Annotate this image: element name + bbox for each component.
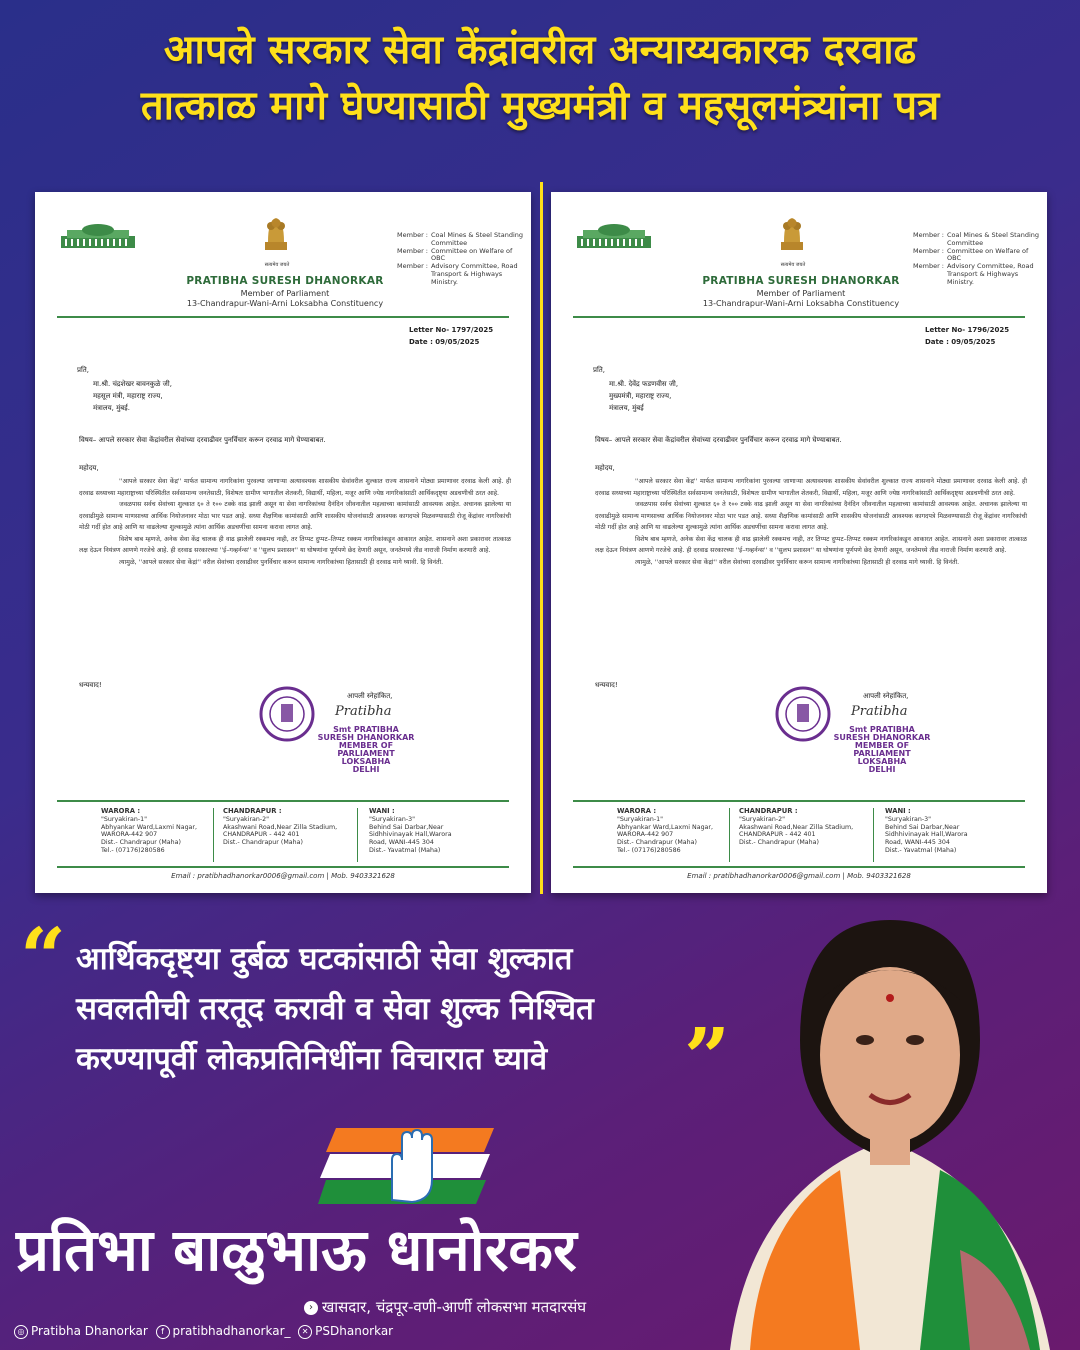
party-logo-icon	[318, 1124, 496, 1208]
recipient-address: मा.श्री. देवेंद्र फडणवीस जी, मुख्यमंत्री, महाराष्ट्र राज्य, मंत्रालय, मुंबई	[609, 380, 679, 412]
salutation: महोदय,	[595, 464, 615, 472]
footer-divider	[873, 808, 874, 862]
letterhead-rule	[573, 316, 1025, 318]
parliament-building-icon	[575, 220, 653, 252]
regards: आपली स्नेहांकित,	[863, 692, 909, 700]
letterhead-rule	[57, 316, 509, 318]
letter-body: ''आपले सरकार सेवा केंद्र'' मार्फत सामान्य नागरिकांना पुरवल्या जाणाऱ्या अत्यावश्यक शासकीय सेवांवरील शुल्कात राज्य शासनाने मोठ्या प्रमाणावर दरवाढ केली आहे. ही दरवाढ सध्याच्या महाराष्ट्राच्या परिस्थितीत सर्वसामान्य जनतेसाठी, विशेषतः ग्रामीण भागातील शेतकरी, विद्यार्थी, महिला, मजूर आणि ज्येष्ठ नागरिकांसाठी आर्थिकदृष्ट्या अडचणीची ठरत आहे. जवळपास सर्वच सेवांच्या शुल्कात ६० ते १०० टक्के वाढ झाली असून या सेवा नागरिकांच्या दैनंदिन जीवनातील महत्वाच्या कामांसाठी आवश्यक आहेत. अचानक झालेल्या या दरवाढीमुळे सामान्य माणसाच्या आर्थिक नियोजनावर मोठा भार पडत आहे. सध्या शैक्षणिक कामांसाठी आणि शासकीय योजनांसाठी आवश्यक कागदपत्रे मिळवण्यासाठी रोजू केंद्रांवर नागरिकांची मोठी गर्दी होत आहे आणि या वाढलेल्या शुल्कामुळे त्यांना आर्थिक अडचणींचा सामना करावा लागत आहे. विशेष बाब म्हणजे, अनेक सेवा केंद्र चालक ही वाढ झालेली रक्कमच नाही, तर तिप्पट दुप्पट–तिप्पट रक्कम नागरिकांकडून आकारत आहेत. शासनाने अशा प्रकारावर तात्काळ लक्ष देऊन नियंत्रण आणणे गरजेचे आहे. ही दरवाढ सरकारच्या ''ई–गव्हर्नन्स'' व ''सुलभ प्रशासन'' या घोषणांना पूर्णपणे छेद देणारी असून, जनतेमध्ये तीव्र नाराजी निर्माण करणारी आहे. त्यामुळे, ''आपले सरकार सेवा केंद्रां'' वरील सेवांच्या दरवाढीवर पुनर्विचार करून सामान्य नागरिकांच्या हितासाठी ही दरवाढ मागे घ्यावी. हि विनंती.	[595, 478, 1027, 566]
social-handles	[14, 1322, 393, 1340]
signatory-block: Smt PRATIBHA SURESH DHANORKAR MEMBER OF PARLIAMENT LOKSABHA DELHI	[317, 725, 415, 774]
parliament-building-icon	[59, 220, 137, 252]
contact-email: Email : pratibhadhanorkar0006@gmail.com | Mob. 9403321628	[687, 872, 911, 880]
footer-divider	[213, 808, 214, 862]
facebook-icon: f	[156, 1325, 170, 1339]
quote-open-mark: “	[20, 910, 67, 1004]
headline	[0, 22, 1080, 134]
warora-office: WARORA : "Suryakiran-1" Abhyankar Ward,Laxmi Nagar, WARORA-442 907 Dist.- Chandrapur (Maha) Tel.- (07176)280586	[617, 807, 714, 854]
letter-number: Letter No- 1796/2025 Date : 09/05/2025	[925, 326, 1010, 346]
footer-divider	[357, 808, 358, 862]
warora-office: WARORA : "Suryakiran-1" Abhyankar Ward,Laxmi Nagar, WARORA-442 907 Dist.- Chandrapur (Maha) Tel.- (07176)280586	[101, 807, 198, 854]
recipient-prefix: प्रति,	[77, 366, 90, 374]
designation-text: खासदार, चंद्रपूर-वणी-आर्णी लोकसभा मतदारसंघ	[322, 1298, 587, 1316]
headline-line-2: तात्काळ मागे घेण्यासाठी मुख्यमंत्री व महसूलमंत्र्यांना पत्र	[140, 83, 940, 129]
letter-subject: विषय– आपले सरकार सेवा केंद्रांवरील सेवांच्या दरवाढीवर पुनर्विचार करून दरवाढ मागे घेण्याबाबत.	[595, 436, 842, 444]
letterhead-name: PRATIBHA SURESH DHANORKAR	[186, 275, 384, 287]
emblem-motto: सत्यमेव जयते	[780, 262, 806, 268]
chevron-right-icon: ›	[304, 1301, 318, 1315]
footer-rule	[573, 800, 1025, 802]
x-icon: ✕	[298, 1325, 312, 1339]
committee-memberships: Member : Coal Mines & Steel Standing Committee Member : Committee on Welfare of OBC Member : Advisory Committee, Road Transport & Highways Ministry.	[397, 231, 523, 286]
letterhead-name: PRATIBHA SURESH DHANORKAR	[702, 275, 900, 287]
letterhead-subtitle: Member of Parliament 13-Chandrapur-Wani-Arni Loksabha Constituency	[702, 289, 900, 308]
leader-name: प्रतिभा बाळुभाऊ धानोरकर	[16, 1216, 577, 1284]
thanks: धन्यवाद!	[79, 681, 102, 689]
contact-email: Email : pratibhadhanorkar0006@gmail.com | Mob. 9403321628	[171, 872, 395, 880]
highlight-quote: आर्थिकदृष्ट्या दुर्बळ घटकांसाठी सेवा शुल्कात सवलतीची तरतूद करावी व सेवा शुल्क निश्चित करण्यापूर्वी लोकप्रतिनिधींना विचारात घ्यावे	[76, 941, 594, 1077]
thanks: धन्यवाद!	[595, 681, 618, 689]
wani-office: WANI : "Suryakiran-3" Behind Sai Darbar,Near Sidhhivinayak Hall,Warora Road, WANI-445 304 Dist.- Yavatmal (Maha)	[885, 807, 968, 854]
letter-revenue-minister	[35, 192, 531, 893]
headline-line-1: आपले सरकार सेवा केंद्रांवरील अन्याय्यकारक दरवाढ	[163, 27, 917, 73]
letter-subject: विषय– आपले सरकार सेवा केंद्रांवरील सेवांच्या दरवाढीवर पुनर्विचार करून दरवाढ मागे घेण्याबाबत.	[79, 436, 326, 444]
signatory-block: Smt PRATIBHA SURESH DHANORKAR MEMBER OF PARLIAMENT LOKSABHA DELHI	[833, 725, 931, 774]
portrait-image	[690, 890, 1080, 1350]
emblem-motto: सत्यमेव जयते	[264, 262, 290, 268]
official-seal-icon	[259, 686, 315, 742]
footer-rule	[57, 800, 509, 802]
recipient-address: मा.श्री. चंद्रशेखर बावनकुळे जी, महसूल मंत्री, महाराष्ट्र राज्य, मंत्रालय, मुंबई.	[93, 380, 172, 412]
footer-divider	[729, 808, 730, 862]
national-emblem-icon	[259, 212, 293, 256]
x-handle[interactable]: PSDhanorkar	[315, 1324, 394, 1338]
footer-bottom-rule	[57, 866, 509, 868]
letter-number: Letter No- 1797/2025 Date : 09/05/2025	[409, 326, 494, 346]
signature: Pratibha	[335, 704, 392, 719]
official-seal-icon	[775, 686, 831, 742]
designation	[304, 1292, 680, 1322]
letterhead-subtitle: Member of Parliament 13-Chandrapur-Wani-Arni Loksabha Constituency	[186, 289, 384, 308]
center-divider	[540, 182, 543, 894]
chandrapur-office: CHANDRAPUR : "Suryakiran-2" Akashwani Road,Near Zilla Stadium, CHANDRAPUR - 442 401 Dist.- Chandrapur (Maha)	[739, 807, 854, 847]
instagram-icon: ◎	[14, 1325, 28, 1339]
wani-office: WANI : "Suryakiran-3" Behind Sai Darbar,Near Sidhhivinayak Hall,Warora Road, WANI-445 304 Dist.- Yavatmal (Maha)	[369, 807, 452, 854]
national-emblem-icon	[775, 212, 809, 256]
quote-close-mark: ”	[684, 1010, 731, 1104]
letter-chief-minister	[551, 192, 1047, 893]
signature: Pratibha	[851, 704, 908, 719]
letter-body: ''आपले सरकार सेवा केंद्र'' मार्फत सामान्य नागरिकांना पुरवल्या जाणाऱ्या अत्यावश्यक शासकीय सेवांवरील शुल्कात राज्य शासनाने मोठ्या प्रमाणावर दरवाढ केली आहे. ही दरवाढ सध्याच्या महाराष्ट्राच्या परिस्थितीत सर्वसामान्य जनतेसाठी, विशेषतः ग्रामीण भागातील शेतकरी, विद्यार्थी, महिला, मजूर आणि ज्येष्ठ नागरिकांसाठी आर्थिकदृष्ट्या अडचणीची ठरत आहे. जवळपास सर्वच सेवांच्या शुल्कात ६० ते १०० टक्के वाढ झाली असून या सेवा नागरिकांच्या दैनंदिन जीवनातील महत्वाच्या कामांसाठी आवश्यक आहेत. अचानक झालेल्या या दरवाढीमुळे सामान्य माणसाच्या आर्थिक नियोजनावर मोठा भार पडत आहे. सध्या शैक्षणिक कामांसाठी आणि शासकीय योजनांसाठी आवश्यक कागदपत्रे मिळवण्यासाठी रोजू केंद्रांवर नागरिकांची मोठी गर्दी होत आहे आणि या वाढलेल्या शुल्कामुळे त्यांना आर्थिक अडचणींचा सामना करावा लागत आहे. विशेष बाब म्हणजे, अनेक सेवा केंद्र चालक ही वाढ झालेली रक्कमच नाही, तर तिप्पट दुप्पट–तिप्पट रक्कम नागरिकांकडून आकारत आहेत. शासनाने अशा प्रकारावर तात्काळ लक्ष देऊन नियंत्रण आणणे गरजेचे आहे. ही दरवाढ सरकारच्या ''ई–गव्हर्नन्स'' व ''सुलभ प्रशासन'' या घोषणांना पूर्णपणे छेद देणारी असून, जनतेमध्ये तीव्र नाराजी निर्माण करणारी आहे. त्यामुळे, ''आपले सरकार सेवा केंद्रां'' वरील सेवांच्या दरवाढीवर पुनर्विचार करून सामान्य नागरिकांच्या हितासाठी ही दरवाढ मागे घ्यावी. हि विनंती.	[79, 478, 511, 566]
instagram-handle[interactable]: Pratibha Dhanorkar	[31, 1324, 148, 1338]
footer-bottom-rule	[573, 866, 1025, 868]
facebook-handle[interactable]: pratibhadhanorkar_	[172, 1324, 291, 1338]
recipient-prefix: प्रति,	[593, 366, 606, 374]
salutation: महोदय,	[79, 464, 99, 472]
chandrapur-office: CHANDRAPUR : "Suryakiran-2" Akashwani Road,Near Zilla Stadium, CHANDRAPUR - 442 401 Dist.- Chandrapur (Maha)	[223, 807, 338, 847]
regards: आपली स्नेहांकित,	[347, 692, 393, 700]
committee-memberships: Member : Coal Mines & Steel Standing Committee Member : Committee on Welfare of OBC Member : Advisory Committee, Road Transport & Highways Ministry.	[913, 231, 1039, 286]
